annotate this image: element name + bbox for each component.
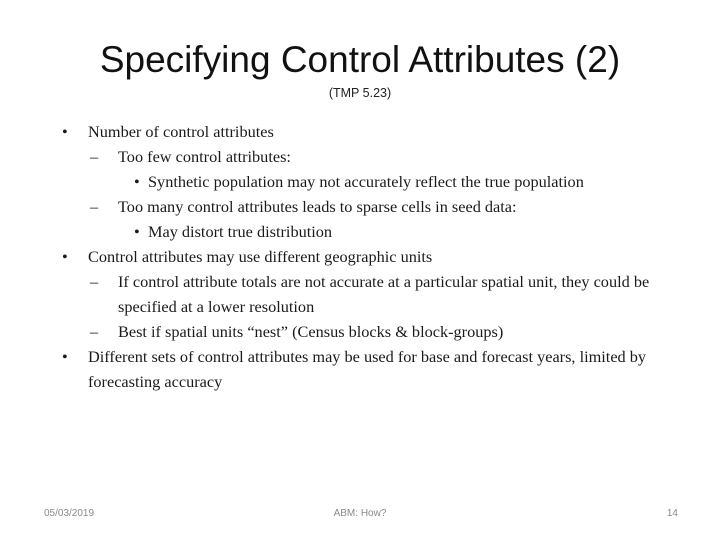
bullet-marker: • xyxy=(62,247,68,266)
dash-marker: – xyxy=(90,272,99,291)
bullet-item xyxy=(62,119,672,144)
bullet-item xyxy=(90,269,672,319)
bullet-text: Best if spatial units “nest” (Census blocks & block-groups) xyxy=(118,322,504,341)
bullet-item xyxy=(62,244,672,269)
slide-title: Specifying Control Attributes (2) xyxy=(99,39,621,80)
bullet-item xyxy=(62,344,672,394)
bullet-text: Too few control attributes: xyxy=(118,147,291,166)
bullet-item xyxy=(134,219,672,244)
bullet-item xyxy=(90,319,672,344)
bullet-marker: • xyxy=(62,347,68,366)
page-number: 14 xyxy=(666,508,678,519)
footer-title: ABM: How? xyxy=(333,508,387,519)
bullet-text: Number of control attributes xyxy=(88,122,274,141)
bullet-text: Too many control attributes leads to sparse cells in seed data: xyxy=(118,197,517,216)
slide-subtitle: (TMP 5.23) xyxy=(328,86,392,100)
bullet-text: May distort true distribution xyxy=(148,222,333,241)
bullet-list xyxy=(62,119,672,394)
footer-date: 05/03/2019 xyxy=(44,508,95,519)
bullet-marker: • xyxy=(134,222,140,241)
bullet-item xyxy=(134,169,672,194)
bullet-marker: • xyxy=(134,172,140,191)
dash-marker: – xyxy=(90,197,99,216)
dash-marker: – xyxy=(90,147,99,166)
bullet-marker: • xyxy=(62,122,68,141)
bullet-text: Synthetic population may not accurately reflect the true population xyxy=(148,172,584,191)
bullet-text: Different sets of control attributes may be used for base and forecast years, limited by forecasting accuracy xyxy=(88,347,647,391)
bullet-item xyxy=(90,144,672,169)
bullet-item xyxy=(90,194,672,219)
bullet-text: Control attributes may use different geographic units xyxy=(88,247,433,266)
dash-marker: – xyxy=(90,322,99,341)
bullet-text: If control attribute totals are not accurate at a particular spatial unit, they could be specified at a lower resolution xyxy=(118,272,650,316)
